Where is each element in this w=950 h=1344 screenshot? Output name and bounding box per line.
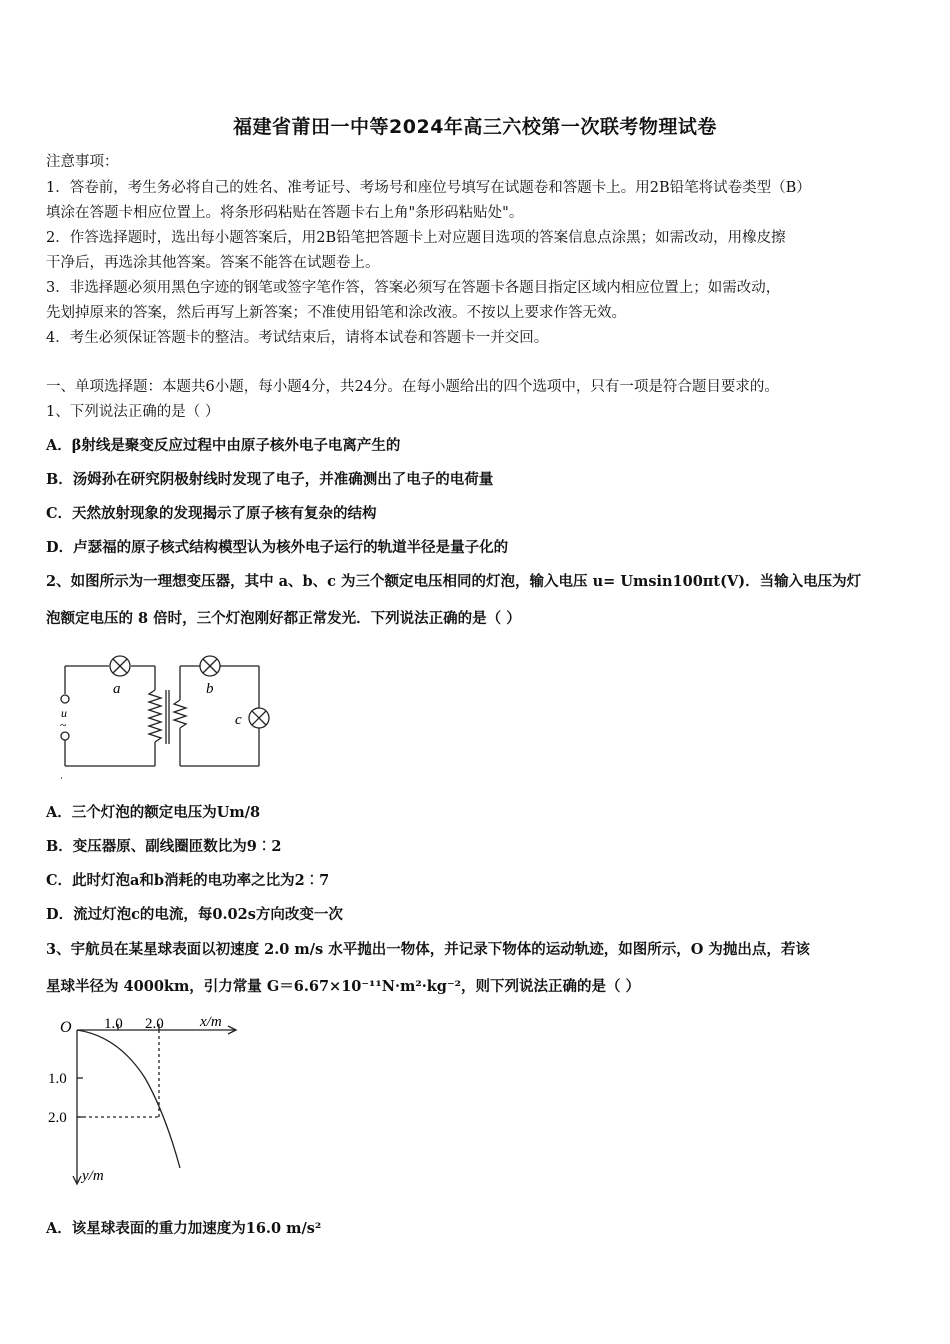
lamp-b-label: b: [206, 681, 214, 697]
x-axis-label: x/m: [200, 1014, 222, 1030]
section-heading: 一、单项选择题：本题共6小题，每小题4分，共24分。在每小题给出的四个选项中，只有一项是符合题目要求的。: [46, 379, 779, 395]
notice-line: 填涂在答题卡相应位置上。将条形码粘贴在答题卡右上角"条形码粘贴处"。: [46, 205, 524, 221]
q1-option-d[interactable]: D．卢瑟福的原子核式结构模型认为核外电子运行的轨道半径是量子化的: [46, 539, 509, 556]
q1-option-b[interactable]: B．汤姆孙在研究阴极射线时发现了电子，并准确测出了电子的电荷量: [46, 471, 494, 488]
notice-line: 4．考生必须保证答题卡的整洁。考试结束后，请将本试卷和答题卡一并交回。: [46, 330, 549, 346]
question-2-stem: 2、如图所示为一理想变压器，其中 a、b、c 为三个额定电压相同的灯泡，输入电压 u= Umsin100πt(V)．当输入电压为灯: [46, 573, 862, 590]
q2-option-a[interactable]: A．三个灯泡的额定电压为Um/8: [46, 804, 261, 821]
q2-option-d[interactable]: D．流过灯泡c的电流，每0.02s方向改变一次: [46, 906, 343, 923]
question-3-stem: 星球半径为 4000km，引力常量 G＝6.67×10⁻¹¹N·m²·kg⁻²，则下列说法正确的是（ ）: [46, 978, 641, 995]
question-1-stem: 1、下列说法正确的是（ ）: [46, 404, 220, 420]
question-2-stem: 泡额定电压的 8 倍时，三个灯泡刚好都正常发光．下列说法正确的是（ ）: [46, 610, 521, 627]
x-tick-label: 2.0: [145, 1016, 164, 1032]
trajectory-curve: [77, 1030, 180, 1168]
q3-option-a[interactable]: A．该星球表面的重力加速度为16.0 m/s²: [46, 1220, 322, 1237]
q2-option-c[interactable]: C．此时灯泡a和b消耗的电功率之比为2︰7: [46, 872, 330, 889]
voltage-u-label: u: [61, 706, 67, 720]
q1-option-a[interactable]: A．β射线是聚变反应过程中由原子核外电子电离产生的: [46, 437, 401, 454]
lamp-c-label: c: [235, 712, 242, 728]
ac-symbol-label: ~: [60, 718, 67, 732]
y-axis-label: y/m: [82, 1168, 104, 1184]
page-title: 福建省莆田一中等2024年高三六校第一次联考物理试卷: [233, 116, 717, 138]
notice-line: 3．非选择题必须用黑色字迹的钢笔或签字笔作答，答案必须写在答题卡各题目指定区域内相应位置上；如需改动，: [46, 280, 781, 296]
q2-option-b[interactable]: B．变压器原、副线圈匝数比为9︰2: [46, 838, 282, 855]
y-tick-label: 2.0: [48, 1110, 67, 1126]
notice-line: 干净后，再选涂其他答案。答案不能答在试题卷上。: [46, 255, 380, 271]
lamp-a-label: a: [113, 681, 121, 697]
transformer-circuit-figure: [55, 650, 275, 782]
origin-label: O: [60, 1019, 72, 1036]
q1-option-c[interactable]: C．天然放射现象的发现揭示了原子核有复杂的结构: [46, 505, 377, 522]
y-tick-label: 1.0: [48, 1071, 67, 1087]
notice-heading: 注意事项：: [46, 154, 119, 170]
x-tick-label: 1.0: [104, 1016, 123, 1032]
notice-line: 先划掉原来的答案，然后再写上新答案；不准使用铅笔和涂改液。不按以上要求作答无效。: [46, 305, 626, 321]
notice-line: 1．答卷前，考生务必将自己的姓名、准考证号、考场号和座位号填写在试题卷和答题卡上。用2B铅笔将试卷类型（B）: [46, 180, 811, 196]
notice-line: 2．作答选择题时，选出每小题答案后，用2B铅笔把答题卡上对应题目选项的答案信息点涂黑；如需改动，用橡皮擦: [46, 230, 786, 246]
question-3-stem: 3、宇航员在某星球表面以初速度 2.0 m/s 水平抛出一物体，并记录下物体的运动轨迹，如图所示，O 为抛出点，若该: [46, 941, 810, 958]
trajectory-figure: [40, 1008, 260, 1194]
